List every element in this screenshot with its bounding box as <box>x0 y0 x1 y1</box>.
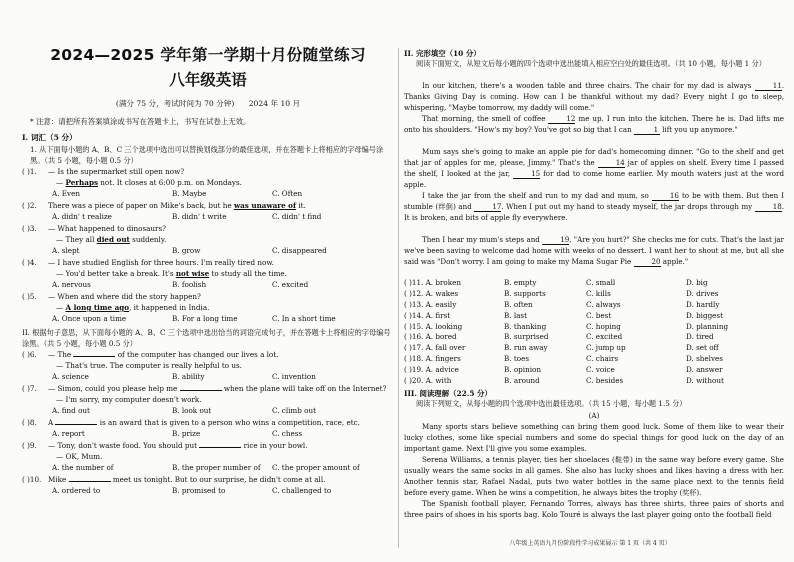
cloze-option-row <box>404 343 784 354</box>
cloze-option: D. tired <box>686 332 714 342</box>
passage-text: , "Are you hurt?" She checks me for cuts. That's the last jar we've been saving to welcome dad home with weeks of no dessert. I want her to shout at me, but all she said was "Don't worry. I am going to make my Mama Sugar Pie <box>404 235 784 266</box>
section-instructions: 阅读下列短文，从每小题的四个选项中选出最佳选项。（共 15 小题，每小题 1.5 分） <box>416 398 687 408</box>
question-line <box>22 440 394 451</box>
cloze-option-row <box>404 300 784 311</box>
answer-options <box>22 211 394 223</box>
answer-option: A. Even <box>52 189 80 198</box>
numbered-blank: 1 <box>634 126 660 135</box>
cloze-option: D. big <box>686 278 708 287</box>
answer-option: A. the number of <box>52 463 114 472</box>
question-number: ( )7. <box>22 384 37 393</box>
answer-option: A. find out <box>52 406 90 415</box>
passage-paragraph <box>404 113 784 146</box>
passage-paragraph: Many sports stars believe something can bring them good luck. Some of them like to wear their lucky clothes, some like special numbers and some do special things for good luck on the day of an important game. Next I'll give you some examples. <box>404 421 784 453</box>
numbered-blank: 16 <box>652 192 679 201</box>
page-footer: 八年级上英语九月份阶段性学习成果展示 第 1 页（共 4 页） <box>509 540 671 547</box>
passage-paragraph <box>404 146 784 190</box>
question-text: meet us tonight. But to our surprise, he didn't come at all. <box>110 475 326 484</box>
response-text: — <box>56 178 66 187</box>
answer-blank <box>55 417 97 425</box>
response-line <box>22 234 394 245</box>
answer-blank <box>69 474 111 482</box>
response-line <box>22 268 394 279</box>
question-number: ( )9. <box>22 441 37 450</box>
right-column <box>404 48 784 520</box>
passage-text: me up. I run into the kitchen. There he is. Dad lifts me onto his shoulders. "How's my boy? You've got so big that I can <box>404 114 785 134</box>
cloze-option: ( )14. A. first <box>404 310 451 320</box>
section-instructions: 1. 从下面每小题的 A、B、C 三个选项中选出可以替换划线部分的最佳选项，并在答题卡上将相应的字母编号涂黑。（共 5 小题，每小题 0.5 分） <box>30 145 384 165</box>
underlined-phrase: Perhaps <box>65 178 99 187</box>
section-instructions: 阅读下面短文，从短文后每小题的四个选项中选出能填入相应空白处的最佳选项。（共 10 小题，每小题 1 分） <box>416 59 766 68</box>
question-number: ( )10. <box>22 475 42 484</box>
response-text: not. It closes at 6:00 p.m. on Mondays. <box>98 178 242 187</box>
question-text: — Is the supermarket still open now? <box>48 167 185 176</box>
exam-meta <box>22 98 394 110</box>
answer-option: C. didn' t find <box>272 212 322 221</box>
response-line <box>22 177 394 188</box>
cloze-option: B. surprised <box>504 332 549 342</box>
cloze-options <box>404 278 784 387</box>
answer-blank <box>73 349 115 357</box>
cloze-option: D. drives <box>686 288 719 298</box>
cloze-option: B. last <box>504 310 528 320</box>
answer-option: B. promised to <box>172 486 226 495</box>
cloze-option: D. hardly <box>686 299 720 309</box>
passage-text: In our kitchen, there's a wooden table and three chairs. The chair for my dad is always <box>422 81 755 90</box>
cloze-option: ( )18. A. fingers <box>404 354 461 364</box>
answer-options <box>22 405 394 417</box>
question-number: ( )1. <box>22 167 37 176</box>
answer-options <box>22 371 394 383</box>
passage-text: for dad to come home earlier. My mouth waters just at the word apple. <box>404 169 784 189</box>
question-group-b <box>22 349 394 497</box>
cloze-option: ( )20. A. with <box>404 376 452 386</box>
question-number: ( )4. <box>22 258 37 267</box>
passage-paragraph: The Spanish football player, Fernando Torres, always has three shirts, three pairs of shorts and three pairs of shoes in his sports bag. Kolo Touré is always the last player going onto the football field <box>404 498 784 519</box>
question-group-a <box>22 166 394 325</box>
question-line <box>22 166 394 177</box>
underlined-phrase: A long time ago <box>65 303 130 312</box>
cloze-option: C. chairs <box>586 354 619 364</box>
cloze-option: C. always <box>586 299 621 309</box>
question-text: — I have studied English for three hours. I'm really tired now. <box>48 258 274 267</box>
question-number: ( )2. <box>22 201 37 210</box>
answer-option: A. Once upon a time <box>52 314 127 323</box>
cloze-option: B. supports <box>504 288 546 298</box>
answer-option: B. prize <box>172 429 201 438</box>
cloze-option: C. besides <box>586 376 624 386</box>
cloze-option: D. shelves <box>686 354 723 364</box>
passage-text: I take the jar from the shelf and run to my dad and mum, so <box>422 191 652 200</box>
section-heading: III. 阅读理解（22.5 分） <box>404 388 492 398</box>
section-heading: II. 完形填空（10 分） <box>404 49 481 58</box>
question-text: A <box>48 418 56 427</box>
answer-option: C. In a short time <box>272 314 336 323</box>
answer-blank <box>199 440 241 448</box>
response-text: — You'd better take a break. It's <box>56 269 176 278</box>
cloze-option: C. kills <box>586 288 611 298</box>
answer-option: B. Maybe <box>172 189 207 198</box>
question-text: — What happened to dinosaurs? <box>48 224 167 233</box>
exam-subtitle: 八年级英语 <box>169 71 247 89</box>
cloze-option-row <box>404 376 784 387</box>
question-text: of the computer has changed our lives a lot. <box>115 350 279 359</box>
question-text: — The <box>48 350 74 359</box>
answer-option: B. foolish <box>172 280 207 289</box>
cloze-option-row <box>404 332 784 343</box>
cloze-option: B. opinion <box>504 365 541 375</box>
passage-text: . Thanks Giving Day is coming. How can I be thankful without my dad? Every night I go to sleep, whispering, "Maybe tomorrow, my daddy will come." <box>404 81 784 112</box>
question-line <box>22 383 394 394</box>
answer-option: C. invention <box>272 372 316 381</box>
question-line <box>22 257 394 268</box>
passage-text: apple." <box>660 257 689 266</box>
question-text: — Simon, could you please help me <box>48 384 180 393</box>
response-line <box>22 302 394 313</box>
answer-option: A. science <box>52 372 89 381</box>
numbered-blank: 20 <box>634 258 661 267</box>
column-divider <box>398 48 399 548</box>
cloze-option: ( )12. A. wakes <box>404 288 459 298</box>
cloze-option: ( )17. A. fall over <box>404 343 466 353</box>
cloze-option: D. biggest <box>686 310 724 320</box>
cloze-option: C. hoping <box>586 321 621 331</box>
answer-option: B. ability <box>172 372 205 381</box>
passage-label: (A) <box>588 410 600 420</box>
numbered-blank: 15 <box>513 170 540 179</box>
cloze-option-row <box>404 278 784 289</box>
question-text: — Tony, don't waste food. You should put <box>48 441 200 450</box>
response-text: suddenly. <box>129 235 167 244</box>
cloze-option: ( )19. A. advice <box>404 365 459 375</box>
answer-option: B. didn' t write <box>172 212 227 221</box>
underlined-phrase: was unaware of <box>233 201 297 210</box>
underlined-phrase: not wise <box>175 269 210 278</box>
numbered-blank: 14 <box>598 159 625 168</box>
cloze-option: C. jump up <box>586 343 626 353</box>
question-line <box>22 223 394 234</box>
numbered-blank: 19 <box>542 236 569 245</box>
question-number: ( )3. <box>22 224 37 233</box>
answer-option: C. climb out <box>272 406 316 415</box>
answer-option: C. excited <box>272 280 309 289</box>
cloze-option: C. excited <box>586 332 623 342</box>
response-text: , it happened in India. <box>129 303 210 312</box>
passage-text: to be with them. But then I stumble (绊倒) and <box>404 191 785 211</box>
passage-paragraph <box>404 234 784 278</box>
reading-passage <box>404 421 784 520</box>
cloze-option: D. planning <box>686 321 729 331</box>
question-text: Mike <box>48 475 69 484</box>
passage-paragraph: Serena Williams, a tennis player, ties her shoelaces (鞋带) in the same way before every game. She usually wears the same socks in all games. She also has lucky shoes and likes having a dress with her. Another tennis star, Rafael Nadal, puts two water bottles in the same place next to the tennis field before every game. When he wins a competition, he always bites the trophy (奖杯). <box>404 454 784 497</box>
exam-date: 2024 年 10 月 <box>248 99 301 108</box>
question-text: when the plane will take off on the Internet? <box>221 384 387 393</box>
question-number: ( )8. <box>22 418 37 427</box>
question-text: it. <box>296 201 306 210</box>
cloze-option: B. often <box>504 299 533 309</box>
cloze-option: ( )13. A. easily <box>404 299 457 309</box>
question-text: rice in your bowl. <box>241 441 308 450</box>
section-heading: I. 词汇（5 分） <box>22 133 77 142</box>
cloze-option: D. answer <box>686 365 723 375</box>
passage-text: . It is broken, and bits of apple fly everywhere. <box>404 202 785 222</box>
cloze-option: B. toes <box>504 354 530 364</box>
cloze-option: B. around <box>504 376 540 386</box>
cloze-option-row <box>404 365 784 376</box>
cloze-option-row <box>404 311 784 322</box>
cloze-option-row <box>404 354 784 365</box>
passage-paragraph <box>404 80 784 113</box>
section-instructions: II. 根据句子意思，从下面每小题的 A、B、C 三个选项中选出恰当的词语完成句子，并在答题卡上将相应的字母编号涂黑。（共 5 小题，每小题 0.5 分） <box>22 328 391 348</box>
exam-note: * 注意：请把所有答案填涂或书写在答题卡上，书写在试卷上无效。 <box>30 117 251 126</box>
answer-option: A. ordered to <box>52 486 101 495</box>
answer-option: A. nervous <box>52 280 91 289</box>
cloze-option: C. small <box>586 278 616 287</box>
cloze-passage <box>404 80 784 278</box>
passage-text: Then I hear my mum's steps and <box>422 235 543 244</box>
answer-options <box>22 485 394 497</box>
cloze-option: D. set off <box>686 343 719 353</box>
answer-options <box>22 428 394 440</box>
passage-text: jar of apples on shelf. Every time I passed the shelf, I looked at the jar, <box>404 158 785 178</box>
cloze-option-row <box>404 322 784 333</box>
response-text: — <box>56 303 66 312</box>
answer-option: B. For a long time <box>172 314 238 323</box>
passage-text: Mum says she's going to make an apple pie for dad's homecoming dinner. "Go to the shelf and get that jar of apples for me, please, Jimmy." That's the <box>404 147 784 167</box>
cloze-option-row <box>404 289 784 300</box>
answer-option: A. report <box>52 429 85 438</box>
answer-option: B. grow <box>172 246 201 255</box>
answer-options <box>22 188 394 200</box>
answer-options <box>22 313 394 325</box>
answer-option: C. disappeared <box>272 246 327 255</box>
numbered-blank: 12 <box>548 115 575 124</box>
question-text: There was a piece of paper on Mike's back, but he <box>48 201 234 210</box>
question-line <box>22 349 394 360</box>
answer-option: B. look out <box>172 406 212 415</box>
cloze-option: ( )16. A. bored <box>404 332 457 342</box>
answer-option: C. chess <box>272 429 303 438</box>
answer-option: A. slept <box>52 246 80 255</box>
cloze-option: C. best <box>586 310 612 320</box>
underlined-phrase: died out <box>96 235 130 244</box>
score-info: (满分 75 分，考试时间为 70 分钟) <box>115 99 235 108</box>
answer-options <box>22 245 394 257</box>
answer-option: C. the proper amount of <box>272 463 360 472</box>
response-text: — They all <box>56 235 97 244</box>
question-text: is an award that is given to a person who wins a competition, race, etc. <box>97 418 360 427</box>
answer-options <box>22 279 394 291</box>
response-text: to study all the time. <box>209 269 287 278</box>
numbered-blank: 18 <box>755 203 782 212</box>
question-line <box>22 474 394 485</box>
cloze-option: B. run away <box>504 343 548 353</box>
passage-text: That morning, the smell of coffee <box>422 114 549 123</box>
cloze-option: ( )11. A. broken <box>404 278 461 287</box>
answer-option: C. Often <box>272 189 303 198</box>
answer-blank <box>180 383 222 391</box>
question-line <box>22 291 394 302</box>
cloze-option: B. thanking <box>504 321 547 331</box>
cloze-option: ( )15. A. looking <box>404 321 463 331</box>
answer-option: C. challenged to <box>272 486 332 495</box>
answer-option: A. didn' t realize <box>52 212 112 221</box>
question-text: — When and where did the story happen? <box>48 292 201 301</box>
left-column <box>22 44 394 497</box>
cloze-option: B. empty <box>504 278 537 287</box>
answer-options <box>22 462 394 474</box>
passage-paragraph <box>404 190 784 234</box>
cloze-option: D. without <box>686 376 724 386</box>
numbered-blank: 11 <box>755 82 782 91</box>
passage-text: lift you up anymore." <box>659 125 738 134</box>
response-line: — I'm sorry, my computer doesn't work. <box>56 395 202 404</box>
answer-option: B. the proper number of <box>172 463 261 472</box>
cloze-option: C. voice <box>586 365 615 375</box>
question-number: ( )6. <box>22 350 37 359</box>
response-line: — That's true. The computer is really helpful to us. <box>56 361 242 370</box>
question-line <box>22 200 394 211</box>
question-line <box>22 417 394 428</box>
numbered-blank: 17 <box>474 203 501 212</box>
passage-text: . When I put out my hand to steady myself, the jar drops through my <box>501 202 755 211</box>
exam-title: 2024—2025 学年第一学期十月份随堂练习 <box>50 46 366 64</box>
question-number: ( )5. <box>22 292 37 301</box>
response-line: — OK, Mum. <box>56 452 103 461</box>
